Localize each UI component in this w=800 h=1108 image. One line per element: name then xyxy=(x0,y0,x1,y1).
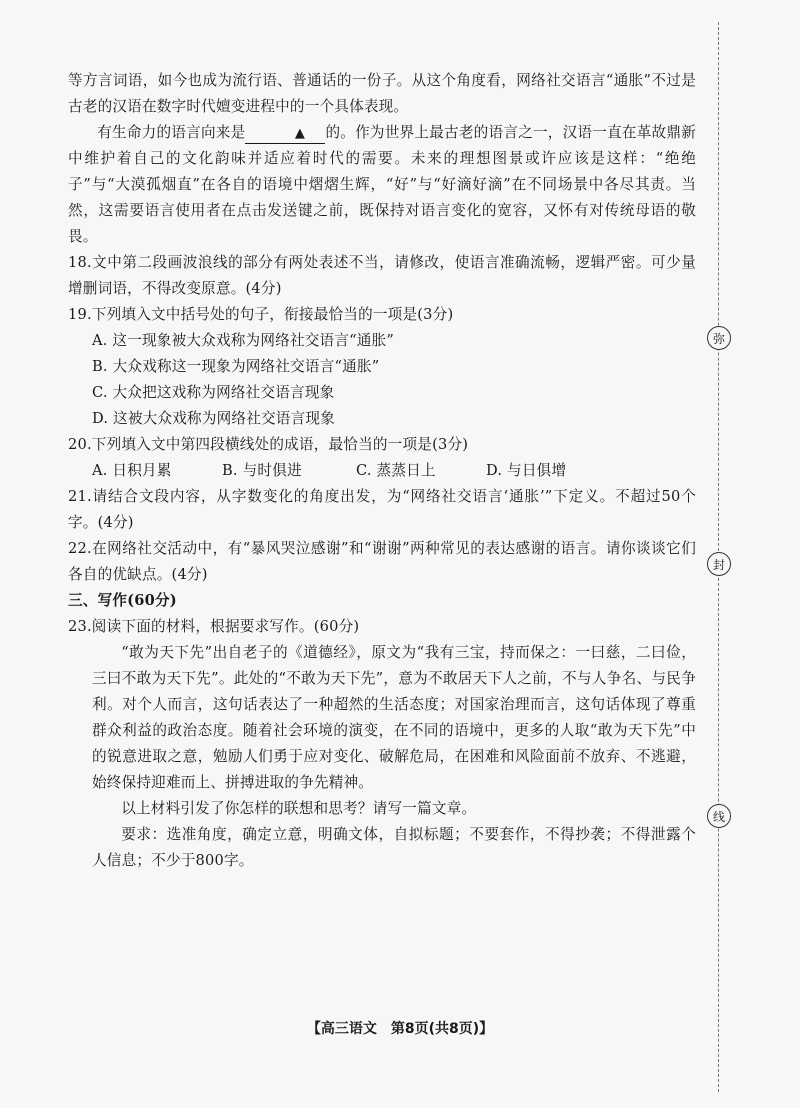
question-20-option-a: A. 日积月累 xyxy=(92,462,172,479)
seal-xian: 线 xyxy=(707,804,731,828)
page-footer: 【高三语文 第8页(共8页)】 xyxy=(306,1021,494,1037)
question-21: 21.请结合文段内容，从字数变化的角度出发，为“网络社交语言‘通胀’”下定义。不超过50个字。(4分) xyxy=(68,488,696,531)
question-20-option-c: C. 蒸蒸日上 xyxy=(356,462,436,479)
fill-blank xyxy=(245,124,325,144)
writing-prompt: 以上材料引发了你怎样的联想和思考？请写一篇文章。 xyxy=(121,800,477,817)
triangle-icon: ▲ xyxy=(294,126,306,141)
question-23: 23.阅读下面的材料，根据要求写作。(60分) xyxy=(68,618,360,635)
paragraph-text-after-blank: 的。作为世界上最古老的语言之一，汉语一直在革故鼎新中维护着自己的文化韵味并适应着时代的需要。未来的理想图景或许应该是这样：“绝绝子”与“大漠孤烟直”在各自的语境中熠熠生辉，“好”与“好滴好滴”在不同场景中各尽其责。当然，这需要语言使用者在点击发送键之前，既保持对语言变化的宽容，又怀有对传统母语的敬畏。 xyxy=(68,124,696,245)
question-20-option-d: D. 与日俱增 xyxy=(486,462,567,479)
paragraph-living-language xyxy=(68,120,696,250)
question-19-option-b: B. 大众戏称这一现象为网络社交语言“通胀” xyxy=(92,358,380,375)
section-writing-title: 三、写作(60分) xyxy=(68,592,177,609)
writing-requirements: 要求：选准角度，确定立意，明确文体，自拟标题；不要套作，不得抄袭；不得泄露个人信息；不少于800字。 xyxy=(92,826,696,869)
seal-feng: 封 xyxy=(707,552,731,576)
writing-material xyxy=(68,640,696,874)
question-19-option-a: A. 这一现象被大众戏称为网络社交语言“通胀” xyxy=(92,332,395,349)
question-18: 18.文中第二段画波浪线的部分有两处表述不当，请修改，使语言准确流畅，逻辑严密。可少量增删词语，不得改变原意。(4分) xyxy=(68,254,696,297)
page-content xyxy=(68,68,696,874)
question-22: 22.在网络社交活动中，有“暴风哭泣感谢”和“谢谢”两种常见的表达感谢的语言。请你谈谈它们各自的优缺点。(4分) xyxy=(68,540,696,583)
question-20-stem: 20.下列填入文中第四段横线处的成语，最恰当的一项是(3分) xyxy=(68,436,469,453)
question-19-option-c: C. 大众把这戏称为网络社交语言现象 xyxy=(92,384,335,401)
paragraph-text-before-blank: 有生命力的语言向来是 xyxy=(97,124,246,141)
material-text: “敢为天下先”出自老子的《道德经》，原文为“我有三宝，持而保之：一曰慈，二曰俭，三曰不敢为天下先”。此处的“不敢为天下先”，意为不敢居天下人之前，不与人争名、与民争利。对个人而言，这句话表达了一种超然的生活态度；对国家治理而言，这句话体现了尊重群众利益的政治态度。随着社会环境的演变，在不同的语境中，更多的人取“敢为天下先”中的锐意进取之意，勉励人们勇于应对变化、破解危局，在困难和风险面前不放弃、不逃避，始终保持迎难而上、拼搏进取的争先精神。 xyxy=(92,644,696,791)
question-19-option-d: D. 这被大众戏称为网络社交语言现象 xyxy=(92,410,335,427)
question-19-stem: 19.下列填入文中括号处的句子，衔接最恰当的一项是(3分) xyxy=(68,306,454,323)
paragraph-continuation: 等方言词语，如今也成为流行语、普通话的一份子。从这个角度看，网络社交语言“通胀”不过是古老的汉语在数字时代嬗变进程中的一个具体表现。 xyxy=(68,72,696,115)
question-20-option-b: B. 与时俱进 xyxy=(222,462,302,479)
question-20-options xyxy=(68,458,696,484)
seal-mi: 弥 xyxy=(707,326,731,350)
